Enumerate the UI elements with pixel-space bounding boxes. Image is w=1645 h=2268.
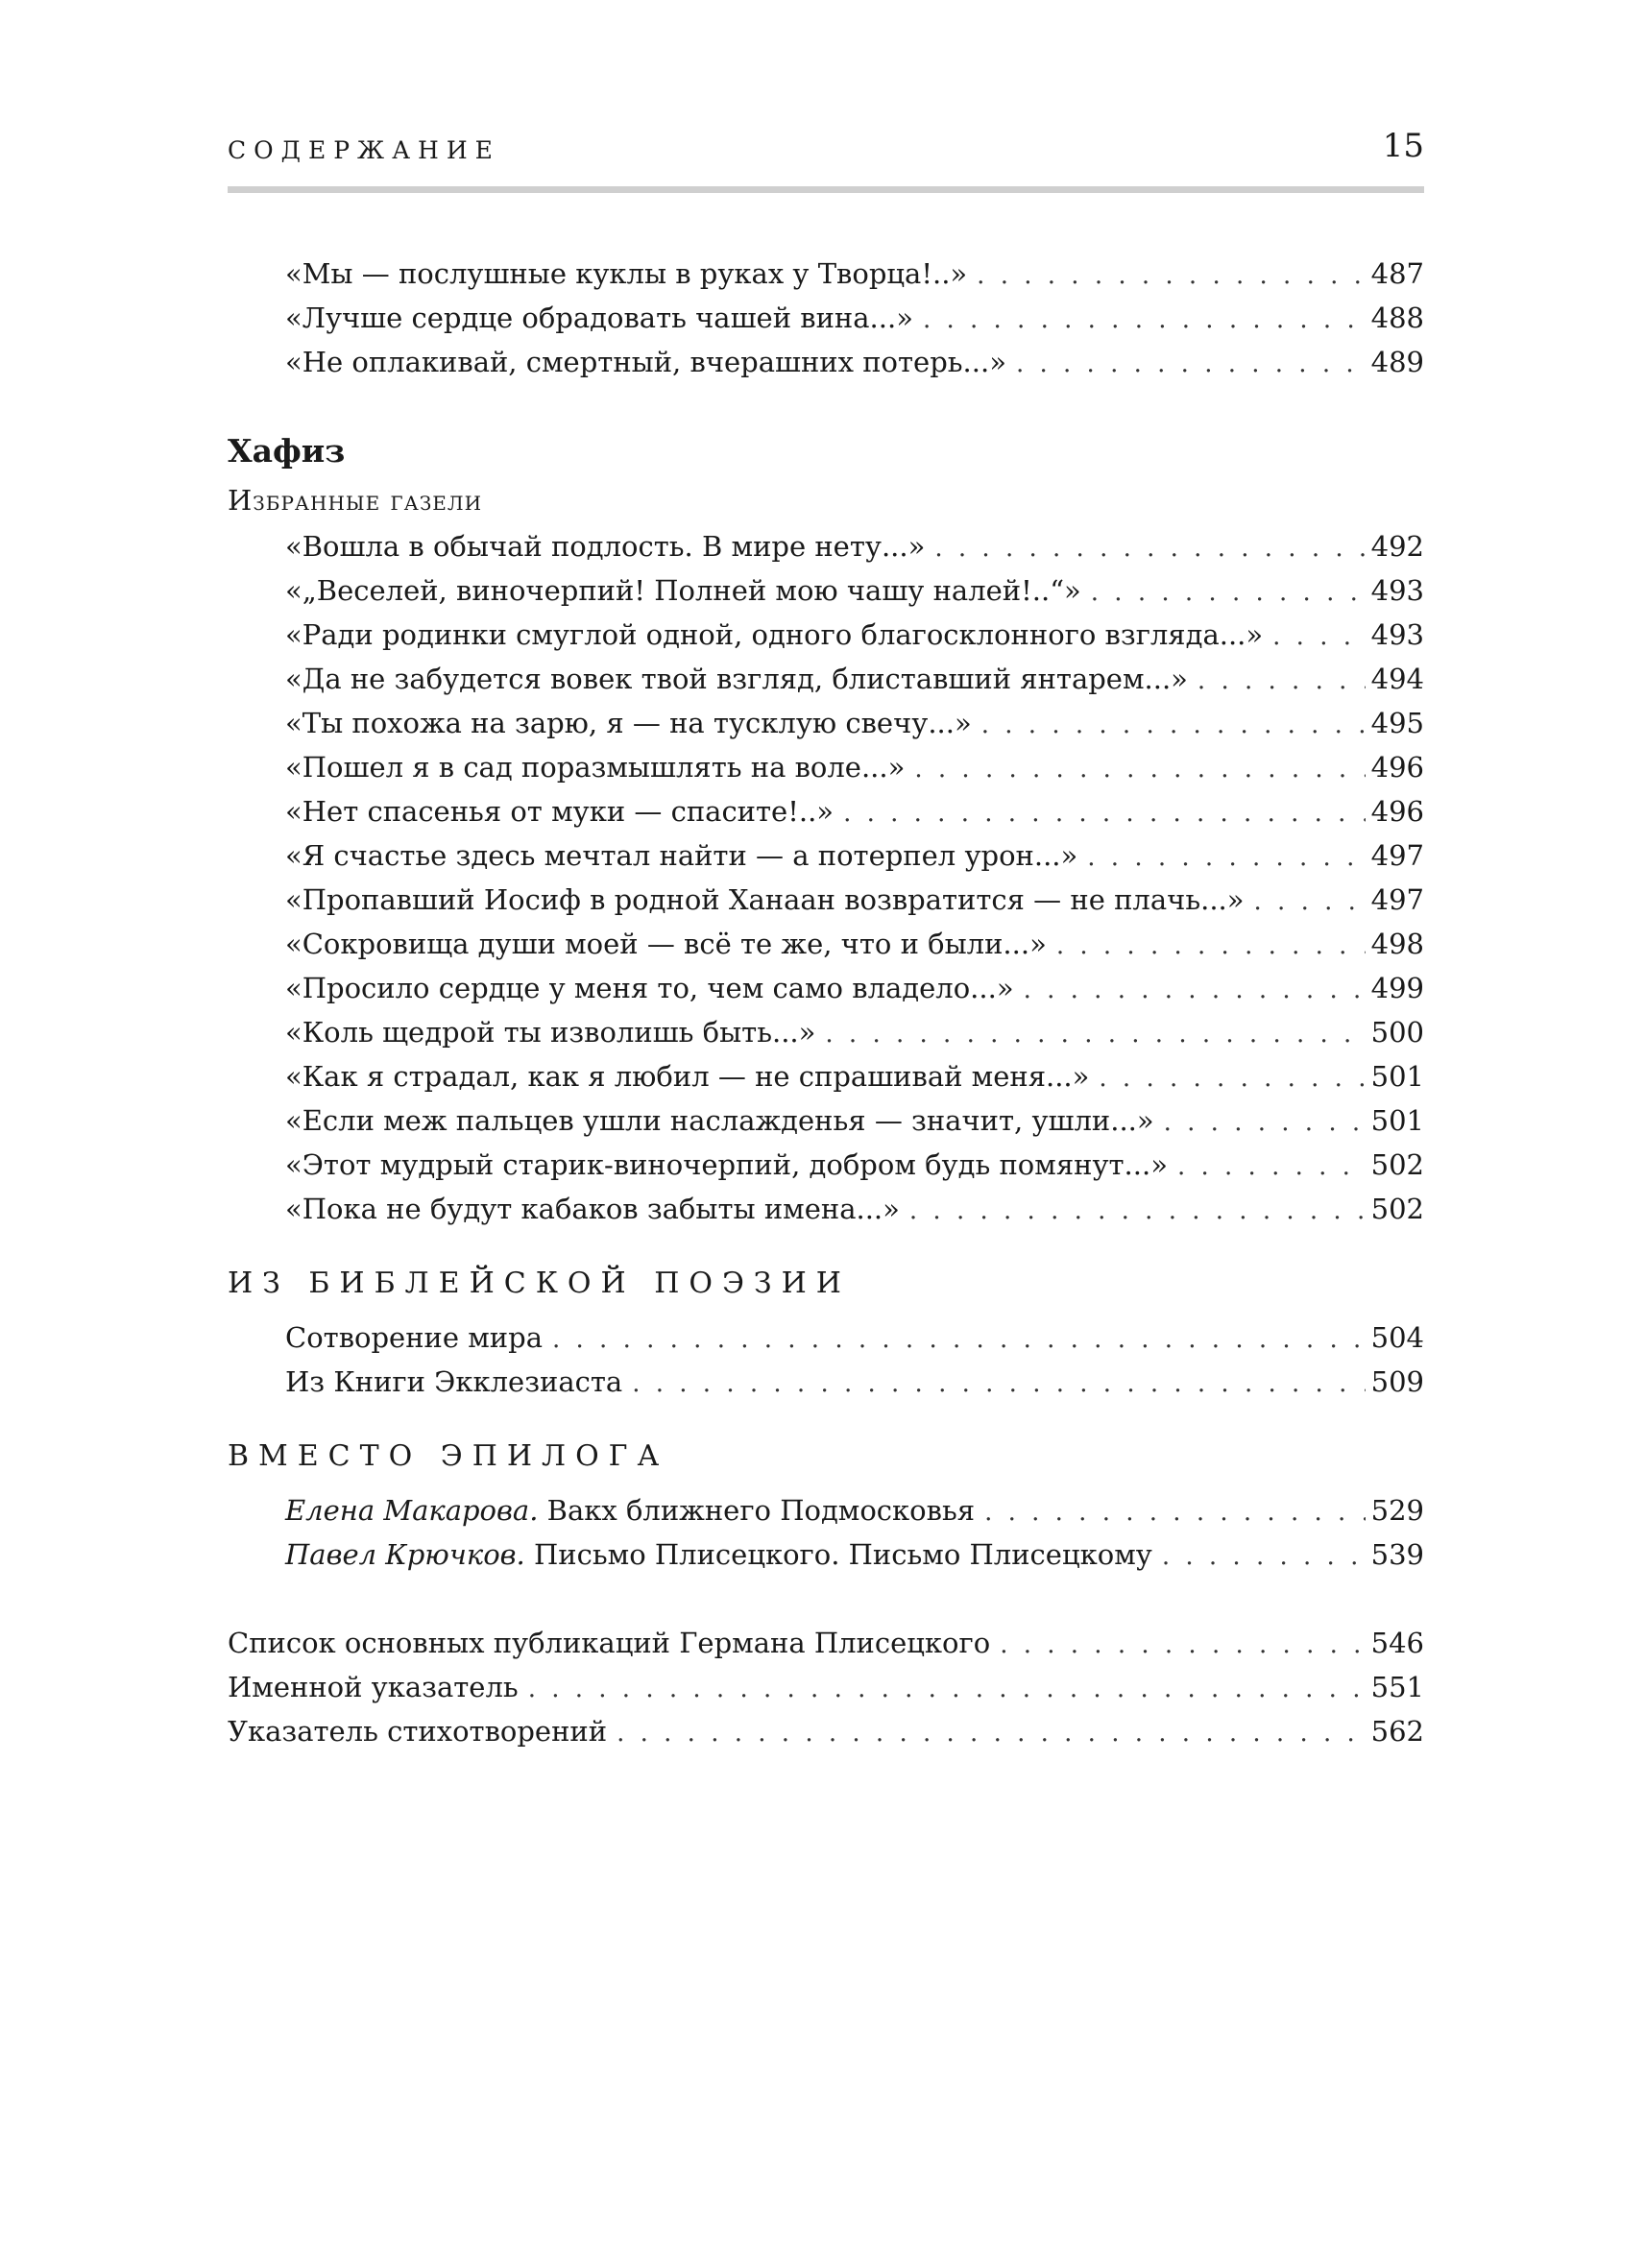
toc-body (228, 252, 1424, 1753)
entry-title: Список основных публикаций Германа Плисецкого (228, 1627, 991, 1659)
leader-dots (815, 1012, 1365, 1056)
toc-entry[interactable] (228, 966, 1424, 1010)
leader-dots (1089, 1056, 1365, 1100)
entry-title: «Пропавший Иосиф в родной Ханаан возвратится — не плачь...» (285, 883, 1245, 916)
leader-dots (607, 1711, 1366, 1755)
entry-title: «Пошел я в сад поразмышлять на воле...» (285, 751, 906, 784)
entry-work-title: Письмо Плисецкого. Письмо Плисецкому (524, 1538, 1152, 1571)
entry-title: «Этот мудрый старик-виночерпий, добром будь помянут...» (285, 1148, 1168, 1181)
leader-dots (1152, 1534, 1366, 1579)
entry-page: 539 (1370, 1538, 1424, 1571)
leader-dots (900, 1189, 1366, 1233)
entry-page: 502 (1370, 1148, 1424, 1181)
entry-title: «Да не забудется вовек твой взгляд, блиставший янтарем...» (285, 663, 1188, 695)
entry-page: 504 (1370, 1321, 1424, 1354)
entry-page: 501 (1370, 1104, 1424, 1137)
leader-dots (1188, 659, 1366, 703)
leader-dots (1245, 880, 1366, 924)
entry-page: 498 (1370, 928, 1424, 960)
entry-page: 500 (1370, 1016, 1424, 1049)
entry-page: 501 (1370, 1060, 1424, 1093)
entry-page: 489 (1370, 346, 1424, 378)
entry-title: «Вошла в обычай подлость. В мире нету...» (285, 530, 926, 563)
toc-entry[interactable] (228, 252, 1424, 296)
leader-dots (975, 1490, 1366, 1534)
entry-title: «Сокровища души моей — всё те же, что и были...» (285, 928, 1047, 960)
entry-page: 497 (1370, 883, 1424, 916)
toc-entry[interactable] (228, 1010, 1424, 1054)
entry-author: Елена Макарова. (285, 1494, 539, 1527)
entry-page: 495 (1370, 707, 1424, 739)
entry-author: Павел Крючков. (285, 1538, 525, 1571)
toc-entry[interactable] (228, 1488, 1424, 1532)
entry-title: «Ради родинки смуглой одной, одного благосклонного взгляда...» (285, 618, 1264, 651)
back-matter (228, 1621, 1424, 1753)
entry-page: 492 (1370, 530, 1424, 563)
leader-dots (913, 298, 1366, 342)
entry-title: Из Книги Экклезиаста (285, 1365, 623, 1398)
entry-title: Сотворение мира (285, 1321, 543, 1354)
toc-entry[interactable] (228, 1143, 1424, 1187)
entry-page: 494 (1370, 663, 1424, 695)
leader-dots (1081, 570, 1366, 615)
entry-page: 493 (1370, 618, 1424, 651)
toc-entry[interactable] (228, 1187, 1424, 1231)
page-number: 15 (1382, 127, 1424, 165)
toc-entry[interactable] (228, 833, 1424, 878)
leader-dots (622, 1362, 1365, 1406)
entry-title: «Лучше сердце обрадовать чашей вина...» (285, 302, 913, 334)
toc-entry[interactable] (228, 613, 1424, 657)
entry-page: 562 (1370, 1715, 1424, 1748)
leader-dots (972, 703, 1366, 747)
toc-entry[interactable] (228, 1315, 1424, 1360)
entry-page: 529 (1370, 1494, 1424, 1527)
entry-title: «Ты похожа на зарю, я — на тусклую свечу...» (285, 707, 972, 739)
entry-title: «Если меж пальцев ушли наслажденья — значит, ушли...» (285, 1104, 1154, 1137)
toc-entry[interactable] (228, 1054, 1424, 1098)
entry-page: 509 (1370, 1365, 1424, 1398)
toc-entry[interactable] (228, 1621, 1424, 1665)
entry-page: 502 (1370, 1193, 1424, 1225)
entry-title: «Пока не будут кабаков забыты имена...» (285, 1193, 900, 1225)
entry-title: «Как я страдал, как я любил — не спрашивай меня...» (285, 1060, 1090, 1093)
toc-entry[interactable] (228, 701, 1424, 745)
toc-entry[interactable] (228, 1665, 1424, 1709)
toc-entry[interactable] (228, 296, 1424, 340)
entry-title: «Просило сердце у меня то, чем само владело...» (285, 972, 1014, 1004)
entry-page: 546 (1370, 1627, 1424, 1659)
toc-entry[interactable] (228, 745, 1424, 789)
section-heading: ИЗ БИБЛЕЙСКОЙ ПОЭЗИИ (228, 1267, 851, 1300)
entry-title: «„Веселей, виночерпий! Полней мою чашу налей!..“» (285, 574, 1081, 607)
leader-dots (967, 253, 1365, 298)
leader-dots (1047, 924, 1366, 968)
leader-dots (1014, 968, 1366, 1012)
entry-page: 493 (1370, 574, 1424, 607)
toc-entry[interactable] (228, 1709, 1424, 1753)
toc-entry[interactable] (228, 568, 1424, 613)
entry-title: Указатель стихотворений (228, 1715, 608, 1748)
toc-entry[interactable] (228, 1360, 1424, 1404)
leader-dots (1006, 342, 1366, 386)
entry-page: 488 (1370, 302, 1424, 334)
toc-entry[interactable] (228, 524, 1424, 568)
toc-entry[interactable] (228, 922, 1424, 966)
leader-dots (925, 526, 1365, 570)
toc-entry[interactable] (228, 340, 1424, 384)
entry-page: 551 (1370, 1671, 1424, 1703)
entry-page: 487 (1370, 257, 1424, 290)
toc-entry[interactable] (228, 657, 1424, 701)
toc-entry[interactable] (228, 1532, 1424, 1577)
entry-page: 496 (1370, 751, 1424, 784)
entry-title (285, 1532, 1152, 1577)
section-heading: ВМЕСТО ЭПИЛОГА (228, 1439, 669, 1473)
header-title: СОДЕРЖАНИЕ (228, 136, 500, 164)
leader-dots (990, 1623, 1365, 1667)
entry-title: Именной указатель (228, 1671, 519, 1703)
entry-title: «Не оплакивай, смертный, вчерашних потерь...» (285, 346, 1006, 378)
entry-page: 496 (1370, 795, 1424, 828)
leader-dots (519, 1667, 1366, 1711)
leader-dots (834, 791, 1366, 835)
toc-entry[interactable] (228, 878, 1424, 922)
leader-dots (905, 747, 1365, 791)
entry-title: «Мы — послушные куклы в руках у Творца!..» (285, 257, 968, 290)
entry-title: «Коль щедрой ты изволишь быть...» (285, 1016, 816, 1049)
entry-title: «Нет спасенья от муки — спасите!..» (285, 795, 835, 828)
leader-dots (1154, 1100, 1366, 1145)
header-rule (228, 186, 1424, 193)
toc-entry[interactable] (228, 1098, 1424, 1143)
leader-dots (1168, 1145, 1366, 1189)
author-heading: Хафиз (228, 432, 346, 470)
leader-dots (1263, 615, 1365, 659)
leader-dots (543, 1317, 1366, 1362)
subsection-heading: Избранные газели (228, 484, 483, 517)
toc-entry[interactable] (228, 789, 1424, 833)
entry-title: «Я счастье здесь мечтал найти — а потерпел урон...» (285, 839, 1078, 872)
leader-dots (1077, 835, 1365, 880)
entry-title (285, 1488, 975, 1532)
running-header (228, 127, 1424, 181)
entry-work-title: Вакх ближнего Подмосковья (538, 1494, 976, 1527)
entry-page: 499 (1370, 972, 1424, 1004)
entry-page: 497 (1370, 839, 1424, 872)
